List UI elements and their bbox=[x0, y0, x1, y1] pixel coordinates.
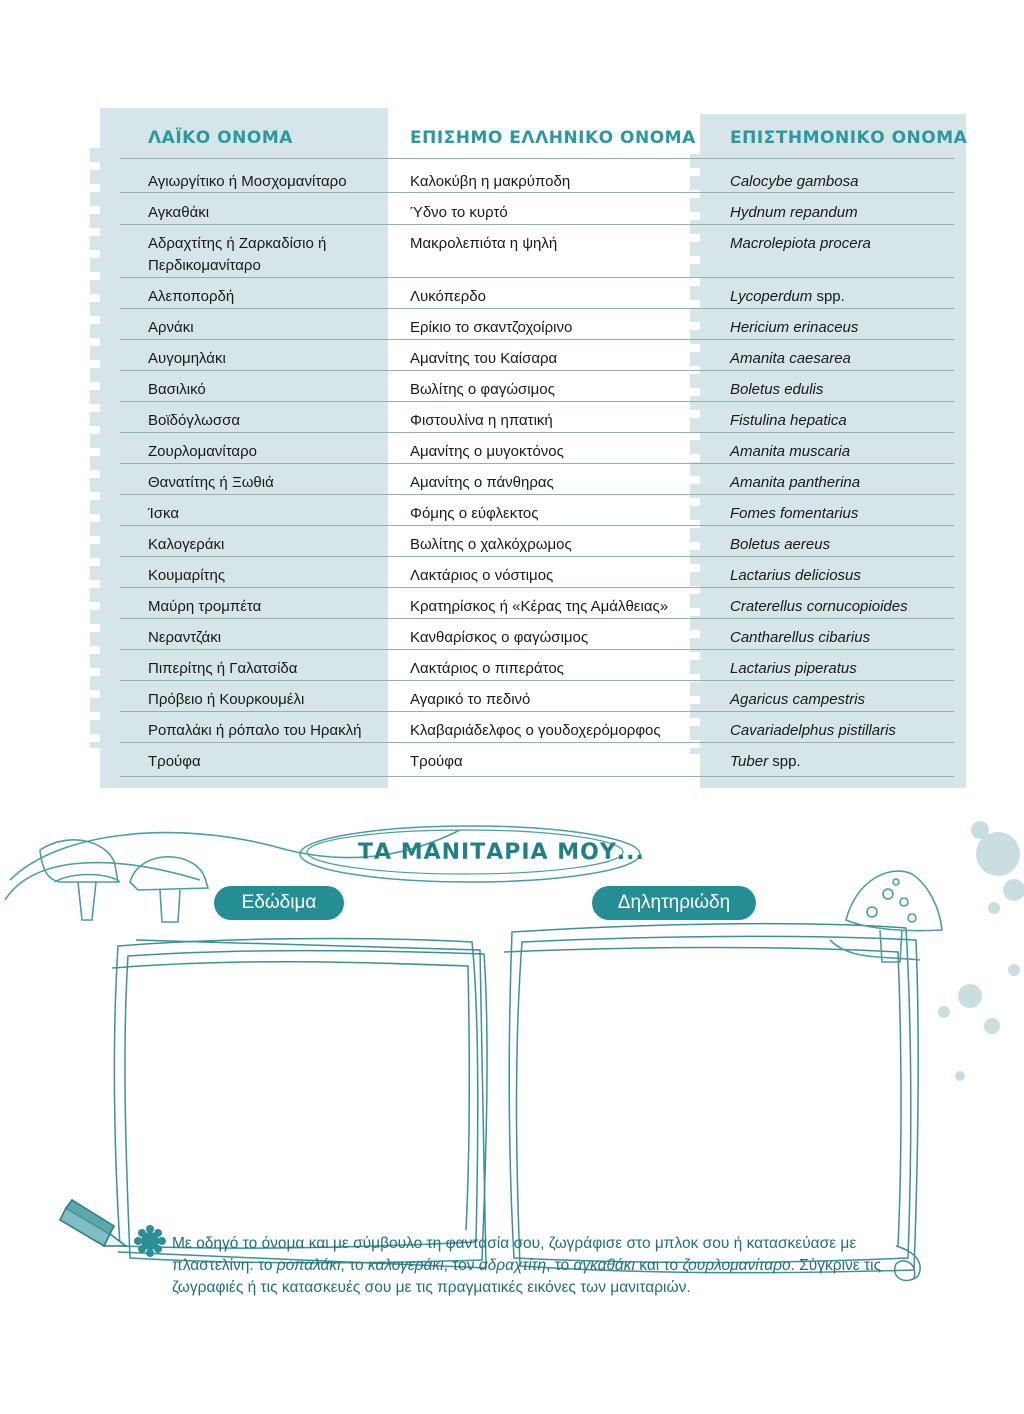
greek-name-cell: Φιστουλίνα η ηπατική bbox=[410, 412, 553, 429]
row-divider bbox=[120, 308, 954, 309]
greek-name-cell: Αμανίτης ο μυγοκτόνος bbox=[410, 443, 564, 460]
row-divider bbox=[120, 224, 954, 225]
greek-name-cell: Κρατηρίσκος ή «Κέρας της Αμάλθειας» bbox=[410, 598, 669, 615]
common-name-cell: Ζουρλομανίταρο bbox=[148, 443, 257, 460]
row-divider bbox=[120, 370, 954, 371]
common-name-cell: Νεραντζάκι bbox=[148, 629, 222, 646]
scientific-name-cell: Hydnum repandum bbox=[730, 204, 858, 221]
common-name-cell: Θανατίτης ή Ξωθιά bbox=[148, 474, 274, 491]
row-divider bbox=[120, 401, 954, 402]
greek-name-cell: Βωλίτης ο φαγώσιμος bbox=[410, 381, 555, 398]
scientific-name-cell: Fomes fomentarius bbox=[730, 505, 859, 522]
instruction-emphasis: ζουρλομανίταρο bbox=[682, 1257, 791, 1274]
header-scientific-name: ΕΠΙΣΤΗΜΟΝΙΚΟ ΟΝΟΜΑ bbox=[730, 128, 968, 148]
greek-name-cell: Ύδνο το κυρτό bbox=[410, 204, 508, 221]
scientific-name-cell: Cavariadelphus pistillaris bbox=[730, 722, 896, 739]
row-divider bbox=[120, 277, 954, 278]
common-name-cell: Ροπαλάκι ή ρόπαλο του Ηρακλή bbox=[148, 722, 362, 739]
header-common-name: ΛΑΪΚΟ ΟΝΟΜΑ bbox=[148, 128, 293, 148]
common-name-cell: Καλογεράκι bbox=[148, 536, 225, 553]
scientific-name-cell: Hericium erinaceus bbox=[730, 319, 859, 336]
common-name-cell: Ίσκα bbox=[148, 505, 180, 522]
row-divider bbox=[120, 618, 954, 619]
spp-suffix: spp. bbox=[772, 753, 801, 770]
row-divider bbox=[120, 776, 954, 777]
row-divider bbox=[120, 494, 954, 495]
ink-splatter-decoration bbox=[938, 821, 1024, 1081]
greek-name-cell: Βωλίτης ο χαλκόχρωμος bbox=[410, 536, 572, 553]
common-name-cell: Βοϊδόγλωσσα bbox=[148, 412, 241, 429]
greek-name-cell: Μακρολεπιότα η ψηλή bbox=[410, 235, 558, 252]
scientific-name-cell: Lactarius deliciosus bbox=[730, 567, 861, 584]
greek-name-cell: Κανθαρίσκος ο φαγώσιμος bbox=[410, 629, 589, 646]
instruction-emphasis: αγκαθάκι bbox=[573, 1257, 635, 1274]
greek-name-cell: Λυκόπερδο bbox=[410, 288, 486, 305]
row-divider bbox=[120, 432, 954, 433]
scientific-name-cell: Macrolepiota procera bbox=[730, 235, 871, 252]
header-official-greek-name: ΕΠΙΣΗΜΟ ΕΛΛΗΝΙΚΟ ΟΝΟΜΑ bbox=[410, 128, 696, 148]
greek-name-cell: Ερίκιο το σκαντζοχοίρινο bbox=[410, 319, 573, 336]
row-divider bbox=[120, 525, 954, 526]
common-name-cell: Πρόβειο ή Κουρκουμέλι bbox=[148, 691, 305, 708]
greek-name-cell: Φόμης ο εύφλεκτος bbox=[410, 505, 539, 522]
scientific-name-cell: Calocybe gambosa bbox=[730, 173, 859, 190]
scientific-name-cell: Agaricus campestris bbox=[730, 691, 866, 708]
scientific-name-cell: Boletus aereus bbox=[730, 536, 831, 553]
common-name-cell: Αρνάκι bbox=[148, 319, 194, 336]
spp-suffix: spp. bbox=[816, 288, 845, 305]
row-divider bbox=[120, 339, 954, 340]
row-divider bbox=[120, 158, 954, 159]
scientific-name-cell: Amanita muscaria bbox=[730, 443, 851, 460]
common-name-cell: Βασιλικό bbox=[148, 381, 206, 398]
row-divider bbox=[120, 587, 954, 588]
scientific-name-cell: Boletus edulis bbox=[730, 381, 824, 398]
instruction-emphasis: καλογεράκι bbox=[367, 1257, 444, 1274]
scientific-name-cell: Tuber spp. bbox=[730, 753, 801, 770]
scientific-name-cell: Amanita pantherina bbox=[730, 474, 861, 491]
scientific-name-cell: Cantharellus cibarius bbox=[730, 629, 871, 646]
pencil-icon bbox=[60, 1200, 126, 1246]
greek-name-cell: Λακτάριος ο νόστιμος bbox=[410, 567, 554, 584]
scientific-name-cell: Amanita caesarea bbox=[730, 350, 851, 367]
spotted-mushroom-doodle-icon bbox=[830, 871, 942, 962]
instruction-text: Με οδηγό το όνομα και με σύμβουλο τη φαντασία σου, ζωγράφισε στο μπλοκ σου ή κατασκεύασε με πλαστελίνη: το ροπαλάκι, το καλογεράκι, τον αδραχτίτη, το αγκαθάκι και το ζουρλομανίταρο. Σύγκρινε τις ζωγραφιές ή τις κατασκευές σου με τις πραγματικές εικόνες των μανιταριών. bbox=[172, 1235, 882, 1296]
row-divider bbox=[120, 711, 954, 712]
scientific-name-cell: Lycoperdum spp. bbox=[730, 288, 845, 305]
common-name-cell: Μαύρη τρομπέτα bbox=[148, 598, 262, 615]
edible-label: Εδώδιμα bbox=[214, 886, 344, 920]
common-name-cell: Αλεποπορδή bbox=[148, 288, 235, 305]
common-name-cell: Κουμαρίτης bbox=[148, 567, 226, 584]
instruction-emphasis: αδραχτίτη bbox=[478, 1257, 547, 1274]
scientific-name-cell: Craterellus cornucopioides bbox=[730, 598, 908, 615]
greek-name-cell: Αμανίτης του Καίσαρα bbox=[410, 350, 558, 367]
row-divider bbox=[120, 463, 954, 464]
edible-drawing-frame bbox=[112, 939, 487, 1268]
greek-name-cell: Αμανίτης ο πάνθηρας bbox=[410, 474, 554, 491]
common-name-cell: Αυγομηλάκι bbox=[148, 350, 226, 367]
common-name-cell: Τρούφα bbox=[148, 753, 201, 770]
greek-name-cell: Κλαβαριάδελφος ο γουδοχερόμορφος bbox=[410, 722, 661, 739]
row-divider bbox=[120, 680, 954, 681]
greek-name-cell: Καλοκύβη η μακρύποδη bbox=[410, 173, 571, 190]
common-name-cell: Πιπερίτης ή Γαλατσίδα bbox=[148, 660, 298, 677]
row-divider bbox=[120, 649, 954, 650]
common-name-cell: Αδραχτίτης ή Ζαρκαδίσιο ή Περδικομανίταρο bbox=[148, 235, 327, 274]
scientific-name-cell: Fistulina hepatica bbox=[730, 412, 847, 429]
greek-name-cell: Τρούφα bbox=[410, 753, 463, 770]
greek-name-cell: Αγαρικό το πεδινό bbox=[410, 691, 531, 708]
poisonous-drawing-frame bbox=[504, 924, 920, 1281]
common-name-cell: Αγκαθάκι bbox=[148, 204, 210, 221]
row-divider bbox=[120, 556, 954, 557]
scientific-name-cell: Lactarius piperatus bbox=[730, 660, 857, 677]
greek-name-cell: Λακτάριος ο πιπεράτος bbox=[410, 660, 564, 677]
common-name-cell: Αγιωργίτικο ή Μοσχομανίταρο bbox=[148, 173, 347, 190]
instruction-emphasis: ροπαλάκι bbox=[276, 1257, 341, 1274]
row-divider bbox=[120, 742, 954, 743]
activity-title: ΤΑ ΜΑΝΙΤΑΡΙΑ ΜΟΥ... bbox=[358, 840, 645, 865]
poisonous-label: Δηλητηριώδη bbox=[592, 886, 756, 920]
